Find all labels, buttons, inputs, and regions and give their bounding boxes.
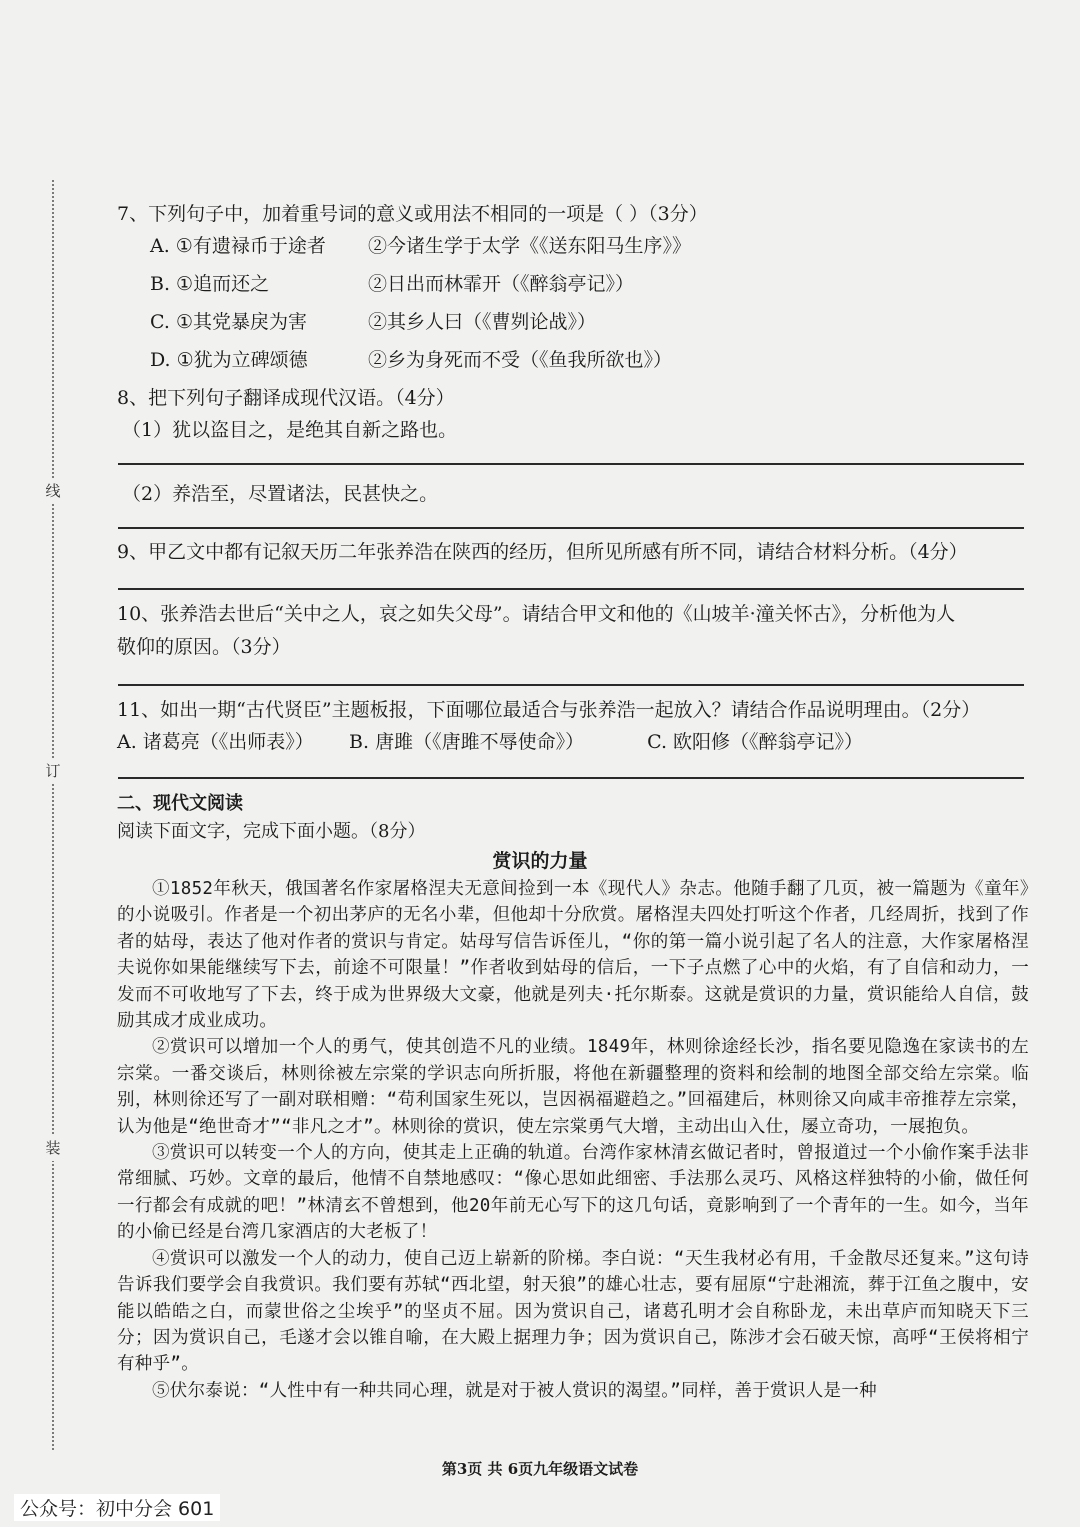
section-heading: 二、现代文阅读	[117, 793, 243, 814]
article-paragraph: ⑤伏尔泰说：“人性中有一种共同心理，就是对于被人赏识的渴望。”同样，善于赏识人是一种	[152, 1380, 877, 1401]
q9-stem: 9、甲乙文中都有记叙天历二年张养浩在陕西的经历，但所见所感有所不同，请结合材料分析。（4分）	[117, 541, 968, 563]
section-instruction: 阅读下面文字，完成下面小题。（8分）	[117, 821, 426, 842]
q7-option-a-right: ②今诸生学于太学《《送东阳马生序》》	[368, 235, 692, 257]
q7-option-b-right: ②日出而林霏开（《醉翁亭记》）	[368, 273, 635, 295]
q8-stem: 8、把下列句子翻译成现代汉语。（4分）	[117, 387, 455, 409]
answer-line-q11	[118, 777, 1024, 779]
article-body	[117, 876, 1029, 1404]
answer-line-q8-2	[118, 527, 1024, 529]
watermark: 公众号：初中分会 601	[14, 1494, 220, 1521]
q11-option-b: B. 唐雎（《唐雎不辱使命》）	[349, 731, 585, 753]
q7-stem: 7、下列句子中，加着重号词的意义或用法不相同的一项是（ ）（3分）	[117, 203, 708, 225]
answer-line-q8-1	[118, 463, 1024, 465]
q10-stem-line-1: 10、张养浩去世后“关中之人，哀之如失父母”。请结合甲文和他的《山坡羊·潼关怀古》，分析他为人	[117, 603, 956, 625]
q7-option-d-right: ②乡为身死而不受（《鱼我所欲也》）	[368, 349, 673, 371]
q7-option-c-right: ②其乡人曰（《曹刿论战》）	[368, 311, 597, 333]
article-paragraph: ①1852年秋天，俄国著名作家屠格涅夫无意间捡到一本《现代人》杂志。他随手翻了几页，被一篇题为《童年》的小说吸引。作者是一个初出茅庐的无名小辈，但他却十分欣赏。屠格涅夫四处打听这个作者，几经周折，找到了作者的姑母，表达了他对作者的赏识与肯定。姑母写信告诉侄儿，“你的第一篇小说引起了名人的注意，大作家屠格涅夫说你如果能继续写下去，前途不可限量！”作者收到姑母的信后，一下子点燃了心中的火焰，有了自信和动力，一发而不可收地写了下去，终于成为世界级大文豪，他就是列夫·托尔斯泰。这就是赏识的力量，赏识能给人自信，鼓励其成才成业成功。	[117, 879, 1029, 1032]
q7-option-d-left: D. ①犹为立碑颂德	[150, 349, 308, 371]
q7-option-b	[150, 270, 634, 298]
q11-stem: 11、如出一期“古代贤臣”主题板报，下面哪位最适合与张养浩一起放入？请结合作品说明理由。（2分）	[117, 699, 981, 721]
binding-char-line: 线	[40, 478, 66, 504]
q7-option-c	[150, 308, 596, 336]
answer-line-q10	[118, 684, 1024, 686]
binding-line	[52, 180, 54, 1450]
page-footer: 第3页 共 6页九年级语文试卷	[441, 1460, 639, 1478]
binding-char-order: 订	[40, 758, 66, 784]
article-paragraph: ②赏识可以增加一个人的勇气，使其创造不凡的业绩。1849年，林则徐途经长沙，指名要见隐逸在家读书的左宗棠。一番交谈后，林则徐被左宗棠的学识志向所折服，将他在新疆整理的资料和绘制的地图全部交给左宗棠。临别，林则徐还写了一副对联相赠：“苟利国家生死以，岂因祸福避趋之。”回福建后，林则徐又向咸丰帝推荐左宗棠，认为他是“绝世奇才”“非凡之才”。林则徐的赏识，使左宗棠勇气大增，主动出山入仕，屡立奇功，一展抱负。	[117, 1037, 1029, 1137]
q7-option-c-left: C. ①其党暴戾为害	[150, 311, 307, 333]
q11-option-c: C. 欧阳修（《醉翁亭记》）	[647, 731, 864, 753]
article-title: 赏识的力量	[492, 850, 588, 872]
q8-sentence-1: （1）犹以盗目之，是绝其自新之路也。	[122, 419, 458, 441]
q11-options	[117, 728, 863, 756]
q11-option-a: A. 诸葛亮（《出师表》）	[117, 731, 314, 753]
article-paragraph: ④赏识可以激发一个人的动力，使自己迈上崭新的阶梯。李白说：“天生我材必有用，千金散尽还复来。”这句诗告诉我们要学会自我赏识。我们要有苏轼“西北望，射天狼”的雄心壮志，要有屈原“宁赴湘流，葬于江鱼之腹中，安能以皓皓之白，而蒙世俗之尘埃乎”的坚贞不屈。因为赏识自己，诸葛孔明才会自称卧龙，未出草庐而知晓天下三分；因为赏识自己，毛遂才会以锥自喻，在大殿上据理力争；因为赏识自己，陈涉才会石破天惊，高呼“王侯将相宁有种乎”。	[117, 1248, 1029, 1375]
q8-sentence-2: （2）养浩至，尽置诸法，民甚快之。	[122, 483, 439, 505]
answer-line-q9	[118, 588, 1024, 590]
article-paragraph: ③赏识可以转变一个人的方向，使其走上正确的轨道。台湾作家林清玄做记者时，曾报道过一个小偷作案手法非常细腻、巧妙。文章的最后，他情不自禁地感叹：“像心思如此细密、手法那么灵巧、风格这样独特的小偷，做任何一行都会有成就的吧！”林清玄不曾想到，他20年前无心写下的这几句话，竟影响到了一个青年的一生。如今，当年的小偷已经是台湾几家酒店的大老板了！	[117, 1143, 1029, 1243]
q7-option-a-left: A. ①有遗䘵币于途者	[150, 235, 326, 257]
q7-option-b-left: B. ①追而还之	[150, 273, 270, 295]
binding-char-bind: 装	[40, 1135, 66, 1161]
q10-stem-line-2: 敬仰的原因。（3分）	[117, 636, 291, 658]
q7-option-d	[150, 346, 672, 374]
q7-option-a	[150, 232, 691, 260]
